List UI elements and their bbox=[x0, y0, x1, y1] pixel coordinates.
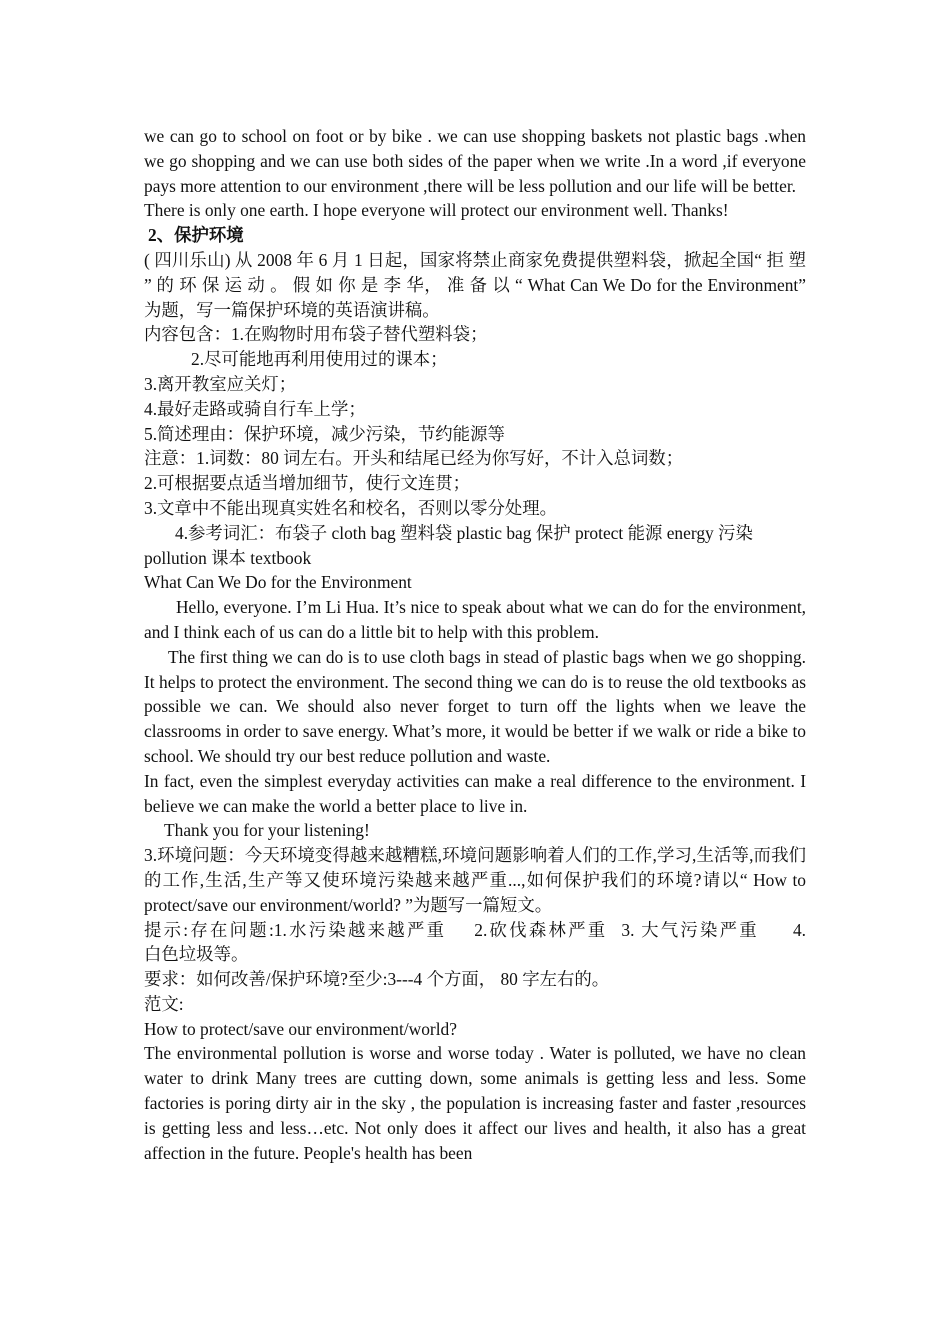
essay-paragraph: Thank you for your listening! bbox=[164, 820, 370, 841]
section-heading: 2、保护环境 bbox=[148, 225, 244, 246]
task-intro: 3.环境问题：今天环境变得越来越糟糕,环境问题影响着人们的工作,学习,生活等,而我们的工作,生活,生产等又使环境污染越来越严重...,如何保护我们的环境?请以“ How to protect/save our environment/world? ”为题写一篇短文。 bbox=[144, 845, 806, 915]
hint-text: 2.砍伐森林严重 bbox=[474, 919, 608, 940]
hint-text: 4. bbox=[792, 919, 806, 940]
hint-text: 白色垃圾等。 bbox=[144, 944, 249, 965]
essay-title: How to protect/save our environment/world? bbox=[144, 1018, 457, 1039]
essay-paragraph: The first thing we can do is to use cloth bags in stead of plastic bags when we go shopping. It helps to protect the environment. The second thing we can do is to reuse the old textbooks as possible we can. We should also never forget to turn off the lights when we leave the classrooms in order to save energy. What’s more, it would be better if we walk or ride a bike to school. We should try our best reduce pollution and waste. bbox=[144, 646, 806, 766]
requirement: 要求：如何改善/保护环境?至少:3---4 个方面， 80 字左右的。 bbox=[144, 969, 610, 990]
note-item: 2.可根据要点适当增加细节，使行文连贯； bbox=[144, 473, 471, 494]
note-item: 4.参考词汇：布袋子 cloth bag 塑料袋 plastic bag 保护 protect 能源 energy 污染 pollution 课本 textbook bbox=[144, 522, 753, 568]
note-item: 注意：1.词数：80 词左右。开头和结尾已经为你写好，不计入总词数； bbox=[144, 448, 684, 469]
content-item: 5.简述理由：保护环境，减少污染，节约能源等 bbox=[144, 423, 505, 444]
note-item: 3.文章中不能出现真实姓名和校名，否则以零分处理。 bbox=[144, 497, 558, 518]
hint-text: 3. 大气污染严重 bbox=[621, 919, 759, 940]
paragraph: we can go to school on foot or by bike . we can use shopping baskets not plastic bags .when we go shopping and we can use both sides of the paper when we write .In a word ,if everyone pays more attention to our environment ,there will be less pollution and our life will be better. bbox=[144, 126, 806, 196]
essay-paragraph: In fact, even the simplest everyday activities can make a real difference to the environment. I believe we can make the world a better place to live in. bbox=[144, 770, 806, 816]
content-item: 4.最好走路或骑自行车上学； bbox=[144, 398, 366, 419]
sample-label: 范文: bbox=[144, 993, 184, 1014]
content-item: 内容包含：1.在购物时用布袋子替代塑料袋； bbox=[144, 324, 488, 345]
content-item: 2.尽可能地再利用使用过的课本； bbox=[191, 349, 448, 370]
content-item: 3.离开教室应关灯； bbox=[144, 373, 297, 394]
paragraph: There is only one earth. I hope everyone will protect our environment well. Thanks! bbox=[144, 200, 729, 221]
hints-line bbox=[144, 918, 806, 943]
task-intro: ( 四川乐山) 从 2008 年 6 月 1 日起，国家将禁止商家免费提供塑料袋，掀起全国“ 拒 塑 ” 的 环 保 运 动 。 假 如 你 是 李 华， 准 备 以 “ What Can We Do for the Environment” 为题，写一篇保护环境的英语演讲稿。 bbox=[144, 249, 806, 320]
essay-title: What Can We Do for the Environment bbox=[144, 572, 412, 593]
essay-paragraph: The environmental pollution is worse and worse today . Water is polluted, we have no clean water to drink Many trees are cutting down, some animals is getting less and less. Some factories is poring dirty air in the sky , the population is increasing faster and faster ,resources is getting less and less…etc. Not only does it affect our lives and health, it also has a great affection in the future. People's health has been bbox=[144, 1043, 806, 1163]
document-body bbox=[144, 124, 806, 1165]
hint-text: 提示:存在问题:1.水污染越来越严重 bbox=[144, 919, 447, 940]
essay-paragraph: Hello, everyone. I’m Li Hua. It’s nice to speak about what we can do for the environment, and I think each of us can do a little bit to help with this problem. bbox=[144, 597, 806, 642]
